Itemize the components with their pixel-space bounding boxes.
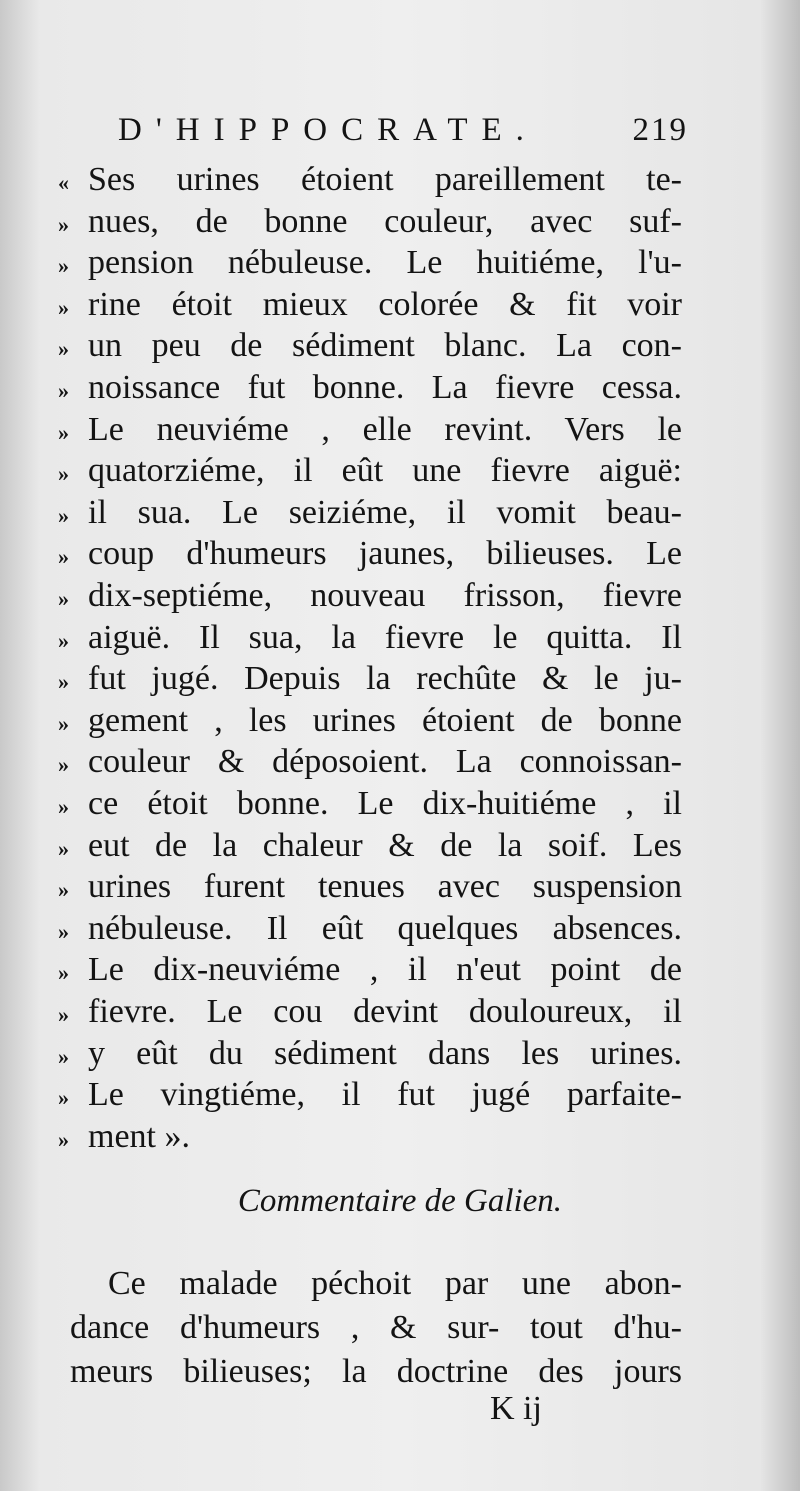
quoted-line [58,532,682,576]
quoted-line [58,948,682,992]
quoted-line [58,699,682,743]
quote-mark: » [58,918,69,944]
quoted-line [58,616,682,660]
quote-mark: » [58,253,69,279]
quoted-line [58,491,682,535]
quoted-line [58,574,682,618]
quote-mark: » [58,752,69,778]
line-text: un peu de sédiment blanc. La con- [88,327,682,365]
quote-mark: » [58,502,69,528]
quote-mark: » [58,586,69,611]
quoted-line [58,740,682,784]
line-text: pension nébuleuse. Le huitiéme, l'u- [88,244,682,282]
line-text: gement , les urines étoient de bonne [88,701,682,739]
line-text: Le dix-neuviéme , il n'eut point de [88,951,682,989]
running-title: D'HIPPOCRATE. [118,112,538,148]
quoted-line [58,283,682,327]
quote-mark: » [58,669,69,695]
quoted-line [58,158,682,202]
quoted-line [58,657,682,701]
quote-mark: » [58,710,69,736]
quote-mark: » [58,461,69,487]
line-text: Ses urines étoient pareillement te- [88,161,682,198]
quoted-line [58,324,682,368]
quoted-line [58,366,682,410]
commentary-line: meurs bilieuses; la doctrine des jours [70,1353,682,1390]
line-text: urines furent tenues avec suspension [88,868,682,906]
quoted-line [58,200,682,244]
line-text: quatorziéme, il eût une fievre aiguë: [88,452,682,490]
quote-mark: » [58,378,69,403]
quoted-line [58,907,682,951]
quoted-line [58,1073,682,1117]
line-text: dix-septiéme, nouveau frisson, fievre [88,577,682,614]
signature-mark: K ij [490,1390,542,1427]
line-text: coup d'humeurs jaunes, bilieuses. Le [88,535,682,573]
quoted-line [58,824,682,868]
line-text: aiguë. Il sua, la fievre le quitta. Il [88,618,682,656]
line-text: noissance fut bonne. La fievre cessa. [88,369,682,406]
section-heading: Commentaire de Galien. [237,1183,563,1219]
line-text: nébuleuse. Il eût quelques absences. [88,909,682,947]
quoted-line [58,782,682,826]
quote-mark: » [58,1126,69,1152]
line-text: Le vingtiéme, il fut jugé parfaite- [88,1076,682,1114]
quote-mark: » [58,794,69,819]
commentary-line: dance d'humeurs , & sur- tout d'hu- [70,1309,682,1346]
quoted-line [58,241,682,285]
quote-mark: » [58,1043,69,1069]
commentary-line: Ce malade péchoit par une abon- [108,1265,682,1302]
quote-mark: » [58,419,69,445]
line-text: nues, de bonne couleur, avec suf- [88,202,682,240]
quote-mark: » [58,960,69,986]
line-text: couleur & déposoient. La connoissan- [88,743,682,781]
quoted-line [58,449,682,493]
quote-mark: » [58,627,69,653]
quote-mark: » [58,211,69,237]
line-text: eut de la chaleur & de la soif. Les [88,826,682,864]
line-text: Le neuviéme , elle revint. Vers le [88,410,682,448]
line-text: ment ». [88,1117,190,1155]
quoted-line [58,865,682,909]
quoted-line [58,990,682,1034]
quoted-line [58,1115,682,1159]
line-text: y eût du sédiment dans les urines. [88,1034,682,1072]
line-text: fievre. Le cou devint douloureux, il [88,993,682,1030]
line-text: rine étoit mieux colorée & fit voir [88,285,682,323]
quote-mark: » [58,336,69,362]
quote-mark: » [58,544,69,570]
quote-mark: » [58,835,69,861]
quote-mark: » [58,877,69,903]
line-text: ce étoit bonne. Le dix-huitiéme , il [88,785,682,822]
quoted-line [58,1032,682,1076]
quote-mark: « [58,170,69,195]
quote-mark: » [58,294,69,320]
quoted-line [58,408,682,452]
page-number: 219 [632,112,688,148]
quote-mark: » [58,1085,69,1111]
line-text: fut jugé. Depuis la rechûte & le ju- [88,660,682,698]
line-text: il sua. Le seiziéme, il vomit beau- [88,493,682,531]
quote-mark: » [58,1002,69,1027]
